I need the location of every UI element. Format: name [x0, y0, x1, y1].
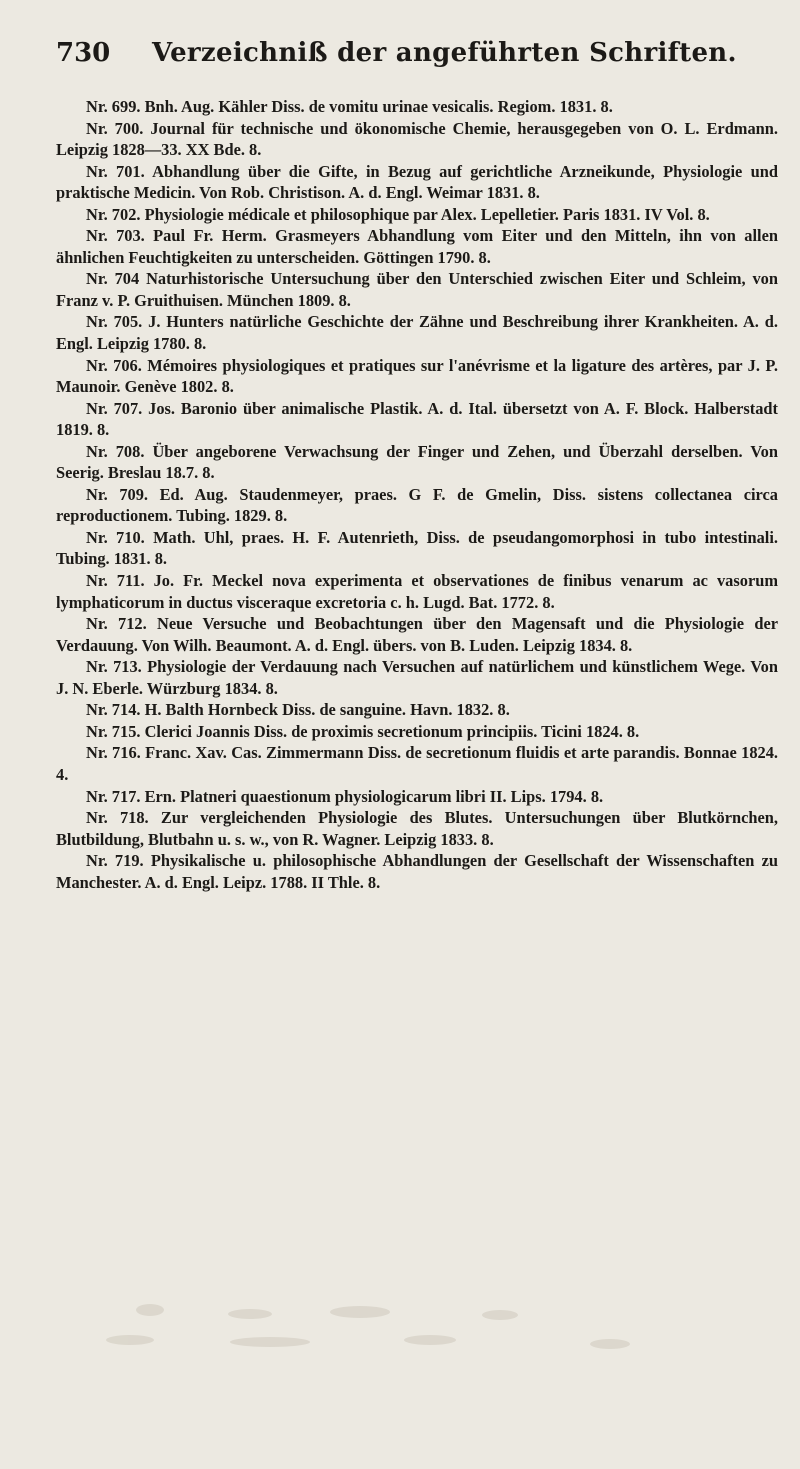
bibliography-entry: Nr. 718. Zur vergleichenden Physiologie des Blutes. Untersuchungen über Blutkörnchen, Blutbildung, Blutbahn u. s. w., von R. Wagner. Leipzig 1833. 8. — [56, 808, 778, 849]
bibliography-entry: Nr. 702. Physiologie médicale et philosophique par Alex. Lepelletier. Paris 1831. IV Vol. 8. — [86, 204, 710, 224]
bibliography-entry: Nr. 709. Ed. Aug. Staudenmeyer, praes. G F. de Gmelin, Diss. sistens collectanea circa reproductionem. Tubing. 1829. 8. — [56, 484, 778, 526]
bibliography-entry: Nr. 716. Franc. Xav. Cas. Zimmermann Diss. de secretionum fluidis et arte parandis. Bonnae 1824. 4. — [56, 743, 778, 784]
bibliography-entry: Nr. 714. H. Balth Hornbeck Diss. de sanguine. Havn. 1832. 8. — [86, 700, 510, 720]
page-header — [56, 38, 776, 78]
bibliography-entry: Nr. 712. Neue Versuche und Beobachtungen über den Magensaft und die Physiologie der Verdauung. Von Wilh. Beaumont. A. d. Engl. übers. von B. Luden. Leipzig 1834. 8. — [56, 614, 778, 655]
bibliography-entry: Nr. 701. Abhandlung über die Gifte, in Bezug auf gerichtliche Arzneikunde, Physiologie und praktische Medicin. Von Rob. Christison. A. d. Engl. Weimar 1831. 8. — [56, 161, 778, 203]
page-number: 730 — [56, 38, 111, 68]
bibliography-entry: Nr. 710. Math. Uhl, praes. H. F. Autenrieth, Diss. de pseudangomorphosi in tubo intestinali. Tubing. 1831. 8. — [56, 527, 778, 569]
bleed-through-smudge — [0, 1300, 800, 1469]
bibliography-entry: Nr. 717. Ern. Platneri quaestionum physiologicarum libri II. Lips. 1794. 8. — [86, 786, 604, 806]
bibliography-entry: Nr. 705. J. Hunters natürliche Geschichte der Zähne und Beschreibung ihrer Krankheiten. A. d. Engl. Leipzig 1780. 8. — [56, 312, 778, 354]
bibliography-entry: Nr. 703. Paul Fr. Herm. Grasmeyers Abhandlung vom Eiter und den Mitteln, ihn von allen ähnlichen Feuchtigkeiten zu unterscheiden. Göttingen 1790. 8. — [56, 226, 778, 267]
bibliography-entry: Nr. 707. Jos. Baronio über animalische Plastik. A. d. Ital. übersetzt von A. F. Block. Halberstadt 1819. 8. — [56, 398, 778, 440]
running-title: Verzeichniß der angeführten Schriften. — [152, 38, 737, 68]
bibliography-list — [56, 96, 778, 893]
bibliography-entry: Nr. 706. Mémoires physiologiques et pratiques sur l'anévrisme et la ligature des artères, par J. P. Maunoir. Genève 1802. 8. — [56, 355, 778, 397]
bibliography-entry: Nr. 700. Journal für technische und ökonomische Chemie, herausgegeben von O. L. Erdmann. Leipzig 1828—33. XX Bde. 8. — [56, 118, 778, 160]
bibliography-entry: Nr. 708. Über angeborene Verwachsung der Finger und Zehen, und Überzahl derselben. Von Seerig. Breslau 18.7. 8. — [56, 441, 778, 483]
bibliography-entry: Nr. 719. Physikalische u. philosophische Abhandlungen der Gesellschaft der Wissenschaften zu Manchester. A. d. Engl. Leipz. 1788. II Thle. 8. — [56, 851, 778, 892]
bibliography-entry: Nr. 711. Jo. Fr. Meckel nova experimenta et observationes de finibus venarum ac vasorum lymphaticorum in ductus visceraque excretoria c. h. Lugd. Bat. 1772. 8. — [56, 571, 778, 612]
bibliography-entry: Nr. 715. Clerici Joannis Diss. de proximis secretionum principiis. Ticini 1824. 8. — [86, 721, 640, 741]
bibliography-entry: Nr. 699. Bnh. Aug. Kähler Diss. de vomitu urinae vesicalis. Regiom. 1831. 8. — [86, 97, 613, 116]
bibliography-entry: Nr. 704 Naturhistorische Untersuchung über den Unterschied zwischen Eiter und Schleim, von Franz v. P. Gruithuisen. München 1809. 8. — [56, 269, 778, 310]
bibliography-entry: Nr. 713. Physiologie der Verdauung nach Versuchen auf natürlichem und künstlichem Wege. Von J. N. Eberle. Würzburg 1834. 8. — [56, 657, 778, 698]
